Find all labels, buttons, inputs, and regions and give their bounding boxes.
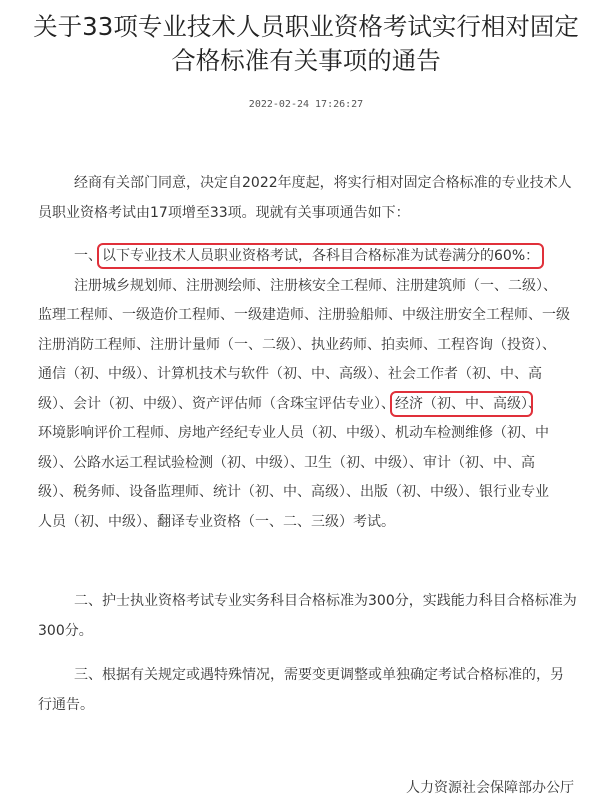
item-3-line-2: 行通告。 [38,696,94,713]
exam-list-line-7: 级）、公路水运工程试验检测（初、中级）、卫生（初、中级）、审计（初、中、高 [38,454,535,471]
item-2-line-1: 二、护士执业资格考试专业实务科目合格标准为300分，实践能力科目合格标准为 [74,593,577,609]
exam-list-line-1: 注册城乡规划师、注册测绘师、注册核安全工程师、注册建筑师（一、二级）、 [74,277,557,294]
item-3-line-1: 三、根据有关规定或遇特殊情况，需要变更调整或单独确定考试合格标准的，另 [74,667,564,683]
exam-list-line-4: 通信（初、中级）、计算机技术与软件（初、中、高级）、社会工作者（初、中、高 [38,366,542,382]
issuer-signature: 人力资源社会保障部办公厅 [406,780,574,796]
item-1-paragraph [38,242,586,537]
publish-timestamp: 2022-02-24 17:26:27 [248,99,364,110]
title-line-2: 合格标准有关事项的通告 [171,46,441,75]
exam-list-line-9: 人员（初、中级）、翻译专业资格（一、二、三级）考试。 [38,513,395,530]
exam-list-line-6: 环境影响评价工程师、房地产经纪专业人员（初、中级）、机动车检测维修（初、中 [38,425,549,441]
highlighted-economics-exam: 经济（初、中、高级） [395,395,528,412]
exam-list-line-3: 注册消防工程师、注册计量师（一、二级）、执业药师、拍卖师、工程咨询（投资）、 [38,336,556,353]
exam-list-line-2: 监理工程师、一级造价工程师、一级建造师、注册验船师、中级注册安全工程师、一级 [38,307,570,323]
page-title [0,10,612,78]
item-1-heading [38,242,586,272]
item-2-paragraph [38,587,586,646]
intro-paragraph [38,169,586,228]
exam-list-line-8: 级）、税务师、设备监理师、统计（初、中、高级）、出版（初、中级）、银行业专业 [38,484,549,500]
intro-line-2: 员职业资格考试由17项增至33项。现就有关事项通告如下： [38,204,410,221]
intro-line-1: 经商有关部门同意，决定自2022年度起，将实行相对固定合格标准的专业技术人 [74,175,572,191]
highlighted-pass-standard: 以下专业技术人员职业资格考试，各科目合格标准为试卷满分的60%： [102,248,540,264]
item-1-prefix: 一、 [74,248,102,264]
item-3-paragraph [38,661,586,720]
title-line-1: 关于33项专业技术人员职业资格考试实行相对固定 [33,12,579,41]
exam-list-line-5: 级）、会计（初、中级）、资产评估师（含珠宝评估专业）、经济（初、中、高级）、 [38,395,542,412]
item-2-line-2: 300分。 [38,622,93,639]
